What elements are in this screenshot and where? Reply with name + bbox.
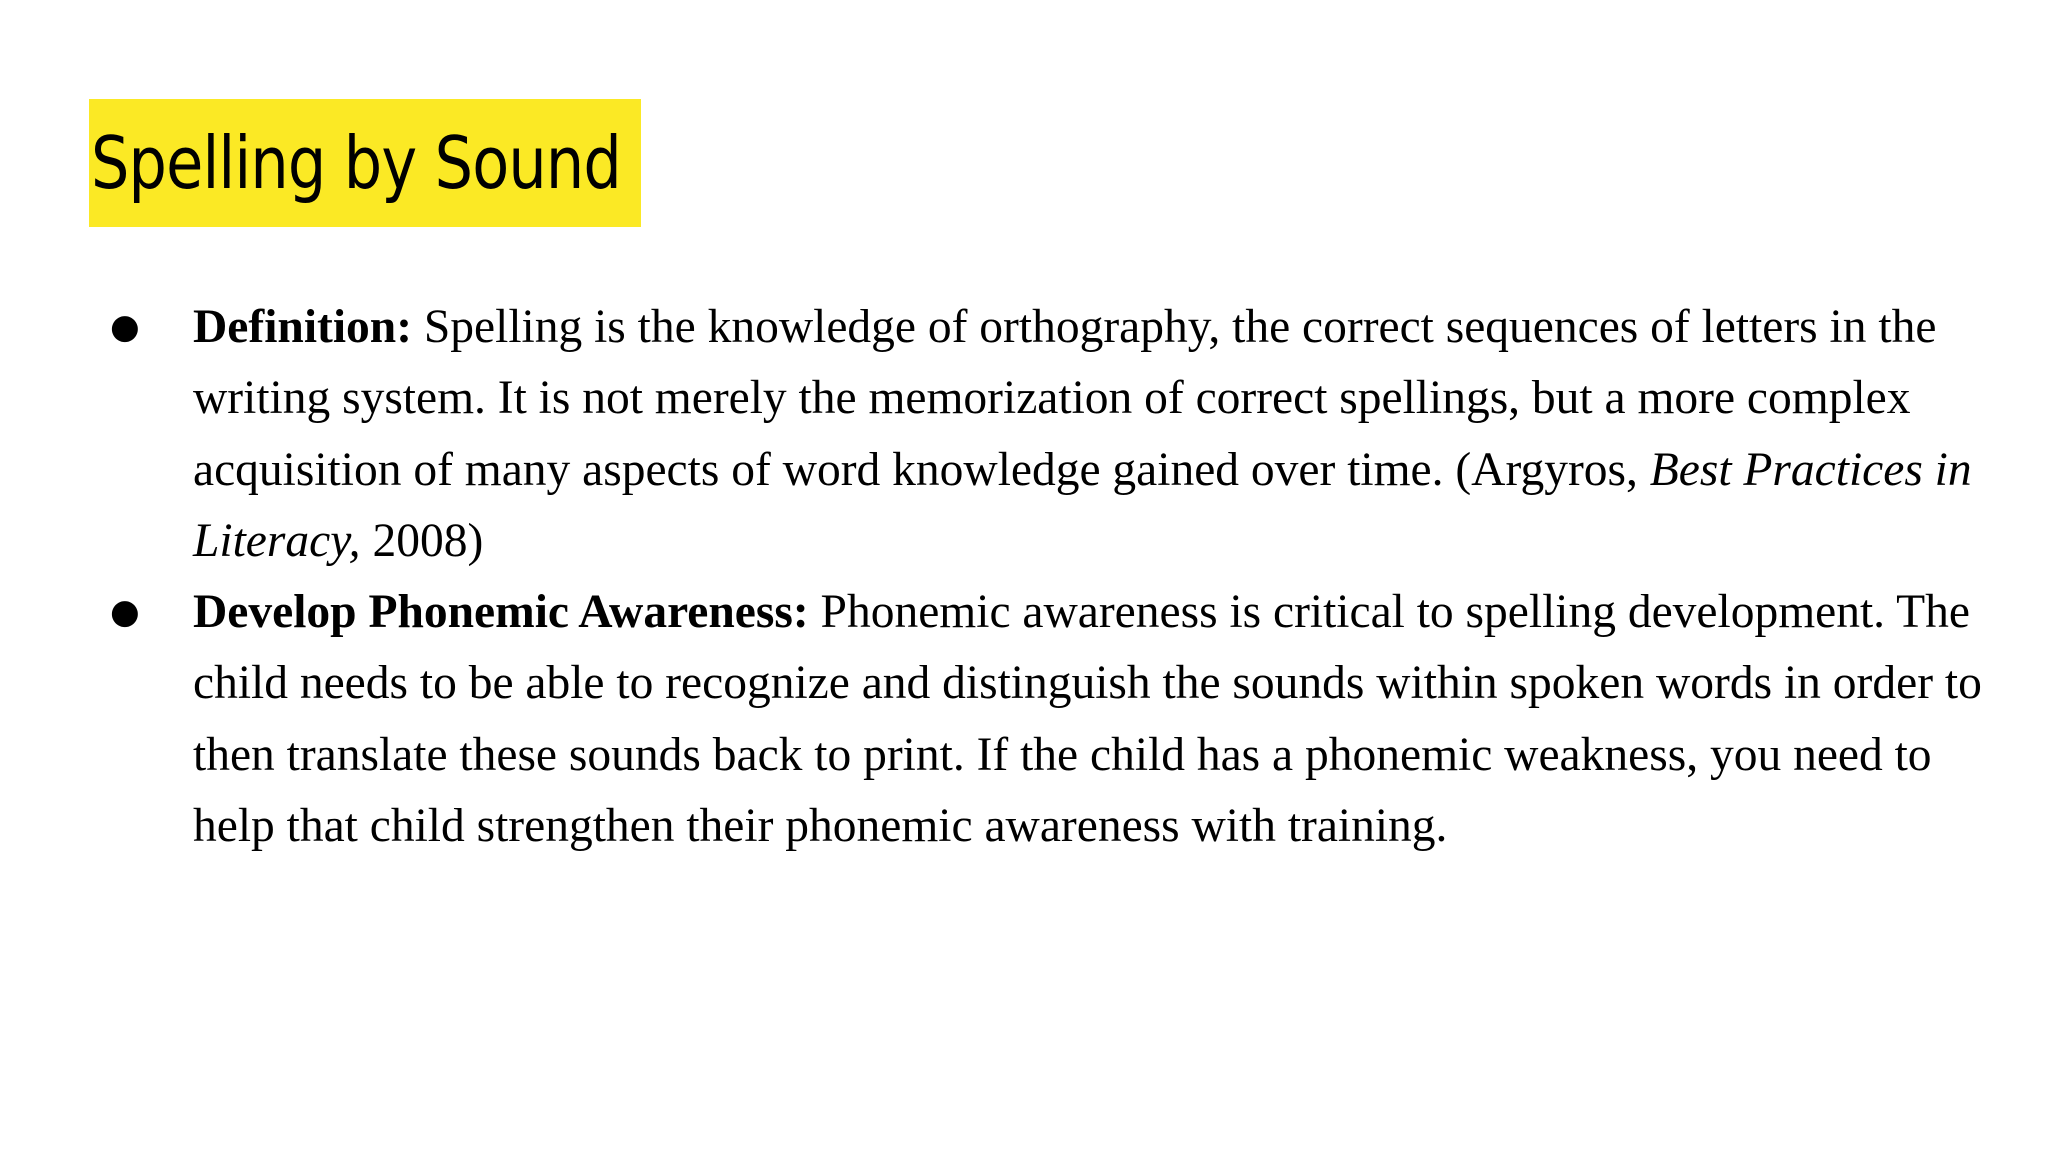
bullet-definition	[0, 292, 1983, 577]
phonemic-awareness-text: Phonemic awareness is critical to spelling development. The child needs to be able to recognize and distinguish the sounds within spoken words in order to then translate these sounds back to print. If the child has a phonemic weakness, you need to help that child strengthen their phonemic awareness with training.	[193, 586, 1982, 853]
bullet-list	[0, 292, 2048, 862]
bullet-phonemic-awareness	[0, 577, 1983, 862]
bullet-dot-icon: ●	[110, 592, 140, 633]
slide-title: Spelling by Sound	[91, 121, 621, 205]
citation-year: 2008)	[360, 514, 484, 567]
title-highlight	[89, 99, 641, 227]
citation-title: Best Practices in Literacy,	[193, 443, 1972, 567]
definition-term: Definition:	[193, 301, 413, 353]
phonemic-awareness-term: Develop Phonemic Awareness:	[193, 586, 809, 639]
bullet-dot-icon: ●	[110, 307, 140, 347]
definition-text: Spelling is the knowledge of orthography, the correct sequences of letters in the writing system. It is not merely the memorization of correct spellings, but a more complex acquisition of many aspects of word knowledge gained over time. (Argyros,	[193, 301, 1937, 496]
